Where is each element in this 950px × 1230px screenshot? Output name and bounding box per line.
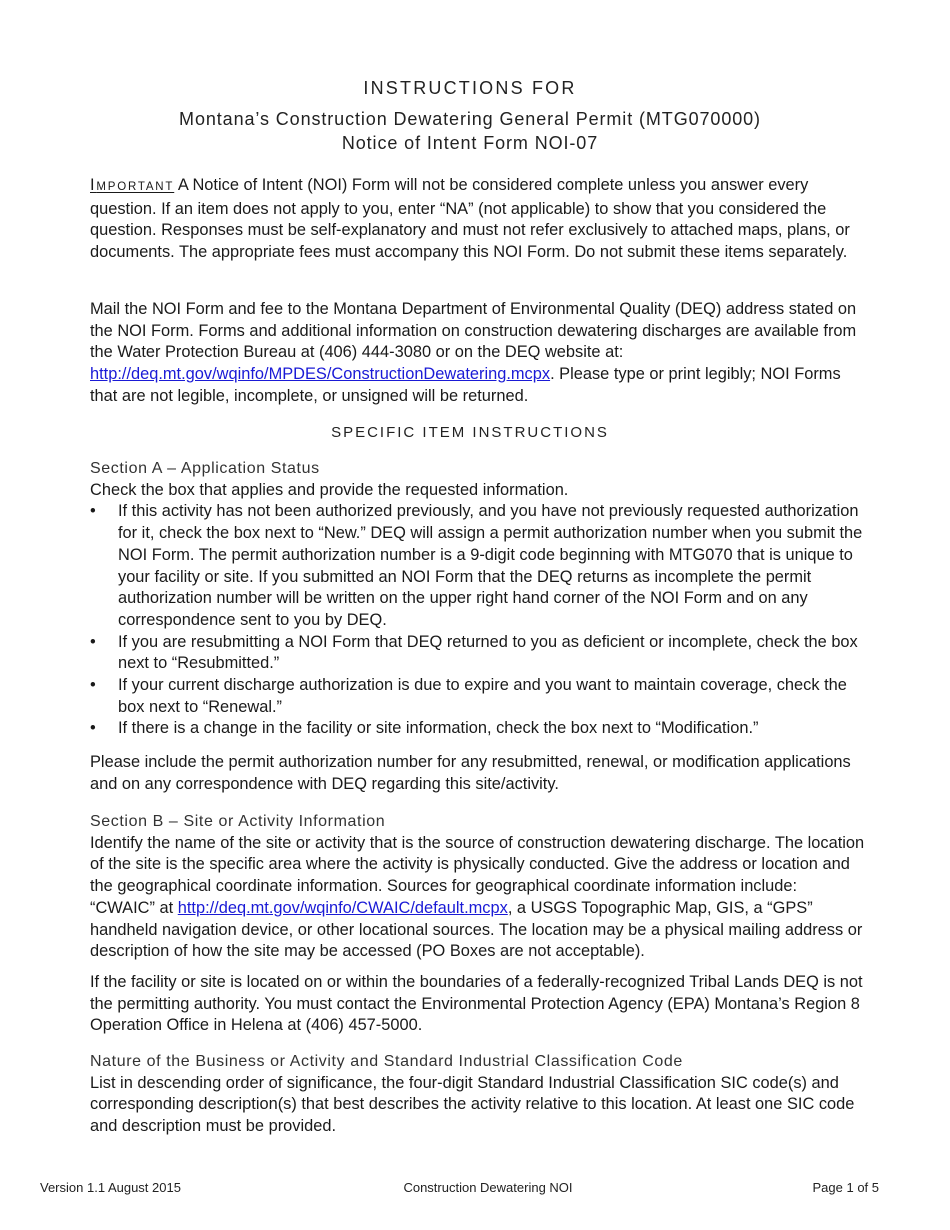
section-a-closing: Please include the permit authorization number for any resubmitted, renewal, or modification applications and on any correspondence with DEQ regarding this site/activity. — [90, 753, 851, 793]
sic-heading: Nature of the Business or Activity and Standard Industrial Classification Code — [90, 1053, 683, 1070]
section-b — [90, 811, 865, 963]
footer-version: Version 1.1 August 2015 — [40, 1180, 181, 1195]
document-title: INSTRUCTIONS FOR — [363, 78, 577, 98]
section-b-paragraph: Identify the name of the site or activity that is the source of construction dewatering discharge. The location of the site is the specific area where the activity is physically conducted. Give the address or location and the geographical coordinate information. Sources for geographical coordinate information include: “CWAIC” at http://deq.mt.gov/wqinfo/CWAIC/default.mcpx, a USGS Topographic Map, GIS, a “GPS” handheld navigation device, or other locational sources. The location may be a physical mailing address or description of how the site may be accessed (PO Boxes are not acceptable). — [90, 833, 865, 961]
footer-title: Construction Dewatering NOI — [403, 1180, 573, 1195]
page-number: Page 1 of 5 — [812, 1180, 879, 1195]
important-text: A Notice of Intent (NOI) Form will not be considered complete unless you answer every question. If an item does not apply to you, enter “NA” (not applicable) to show that you considered the question. Responses must be self-explanatory and must not refer exclusively to attached maps, plans, or documents. The appropriate fees must accompany this NOI Form. Do not submit these items separately. — [90, 176, 850, 262]
sic-paragraph: List in descending order of significance, the four-digit Standard Industrial Classification SIC code(s) and corresponding description(s) that best describes the activity relative to this location. At least one SIC code and description must be provided. — [90, 1073, 855, 1136]
mail-paragraph: Mail the NOI Form and fee to the Montana Department of Environmental Quality (DEQ) address stated on the NOI Form. Forms and additional information on construction dewatering discharges are available from the Water Protection Bureau at (406) 444-3080 or on the DEQ website at: http://deq.mt.gov/wqinfo/MPDES/ConstructionDewatering.mcpx. Please type or print legibly; NOI Forms that are not legible, incomplete, or unsigned will be returned. — [90, 300, 857, 405]
section-a — [90, 458, 865, 740]
section-a-heading: Section A – Application Status — [90, 460, 320, 477]
section-a-lead: Check the box that applies and provide the requested information. — [90, 480, 569, 499]
tribal-lands-paragraph: If the facility or site is located on or within the boundaries of a federally-recognized Tribal Lands DEQ is not the permitting authority. You must contact the Environmental Protection Agency (EPA) Montana’s Region 8 Operation Office in Helena at (406) 457-5000. — [90, 973, 863, 1035]
list-item: • If your current discharge authorization is due to expire and you want to maintain coverage, check the box next to “Renewal.” — [90, 675, 865, 718]
form-title: Notice of Intent Form NOI-07 — [341, 133, 599, 153]
section-a-bullet-list — [90, 501, 865, 740]
list-item: • If there is a change in the facility or site information, check the box next to “Modification.” — [90, 718, 865, 740]
specific-item-heading: SPECIFIC ITEM INSTRUCTIONS — [331, 424, 609, 441]
sic-section — [90, 1051, 865, 1138]
list-item: • If this activity has not been authorized previously, and you have not previously requested authorization for it, check the box next to “New.” DEQ will assign a permit authorization number when you submit the NOI Form. The permit authorization number is a 9-digit code beginning with MTG070 that is unique to your facility or site. If you submitted an NOI Form that the DEQ returns as incomplete the permit authorization number will be written on the upper right hand corner of the NOI Form and on any correspondence sent to you by DEQ. — [90, 501, 865, 631]
list-item: • If you are resubmitting a NOI Form that DEQ returned to you as deficient or incomplete, check the box next to “Resubmitted.” — [90, 632, 865, 675]
important-paragraph — [90, 175, 865, 264]
cwaic-link[interactable]: http://deq.mt.gov/wqinfo/CWAIC/default.mcpx — [177, 898, 508, 917]
construction-dewatering-link[interactable]: http://deq.mt.gov/wqinfo/MPDES/ConstructionDewatering.mcpx — [90, 365, 551, 384]
permit-title: Montana’s Construction Dewatering General Permit (MTG070000) — [179, 109, 761, 129]
important-label: IMPORTANT — [90, 176, 175, 194]
section-b-heading: Section B – Site or Activity Information — [90, 813, 386, 830]
document-subtitle — [0, 107, 940, 155]
